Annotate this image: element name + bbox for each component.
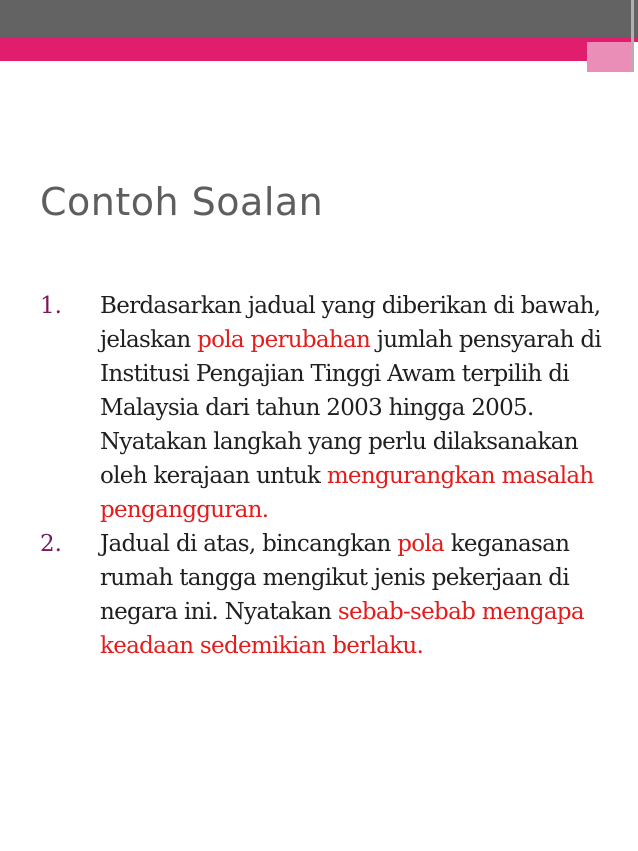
question-text	[100, 527, 630, 663]
question-text-segment: jumlah pensyarah di Institusi Pengajian Tinggi Awam terpilih di Malaysia dari tahun 2003 hingga 2005. Nyatakan langkah yang perlu dilaksanakan oleh kerajaan untuk	[100, 327, 601, 489]
header-bar	[0, 0, 638, 37]
question-highlight: pola perubahan	[197, 327, 371, 353]
question-text-segment: Jadual di atas, bincangkan	[100, 531, 398, 557]
slide-title: Contoh Soalan	[40, 180, 324, 224]
question-item	[40, 289, 630, 527]
question-list	[40, 289, 630, 663]
question-item	[40, 527, 630, 663]
question-highlight: sebab-sebab mengapa keadaan sedemikian berlaku.	[100, 599, 584, 659]
header-pink-bar	[0, 42, 587, 61]
question-highlight: pola	[397, 531, 445, 557]
question-text-segment: Berdasarkan jadual yang diberikan di bawah, jelaskan	[100, 293, 601, 353]
question-text-segment: keganasan rumah tangga mengikut jenis pekerjaan di negara ini. Nyatakan	[100, 531, 570, 625]
header-pink-tab	[587, 42, 631, 72]
question-number: 1.	[40, 293, 62, 319]
question-highlight: mengurangkan masalah pengangguran.	[100, 463, 594, 523]
question-text	[100, 289, 630, 527]
question-number: 2.	[40, 531, 62, 557]
header-edge-line	[631, 0, 634, 72]
